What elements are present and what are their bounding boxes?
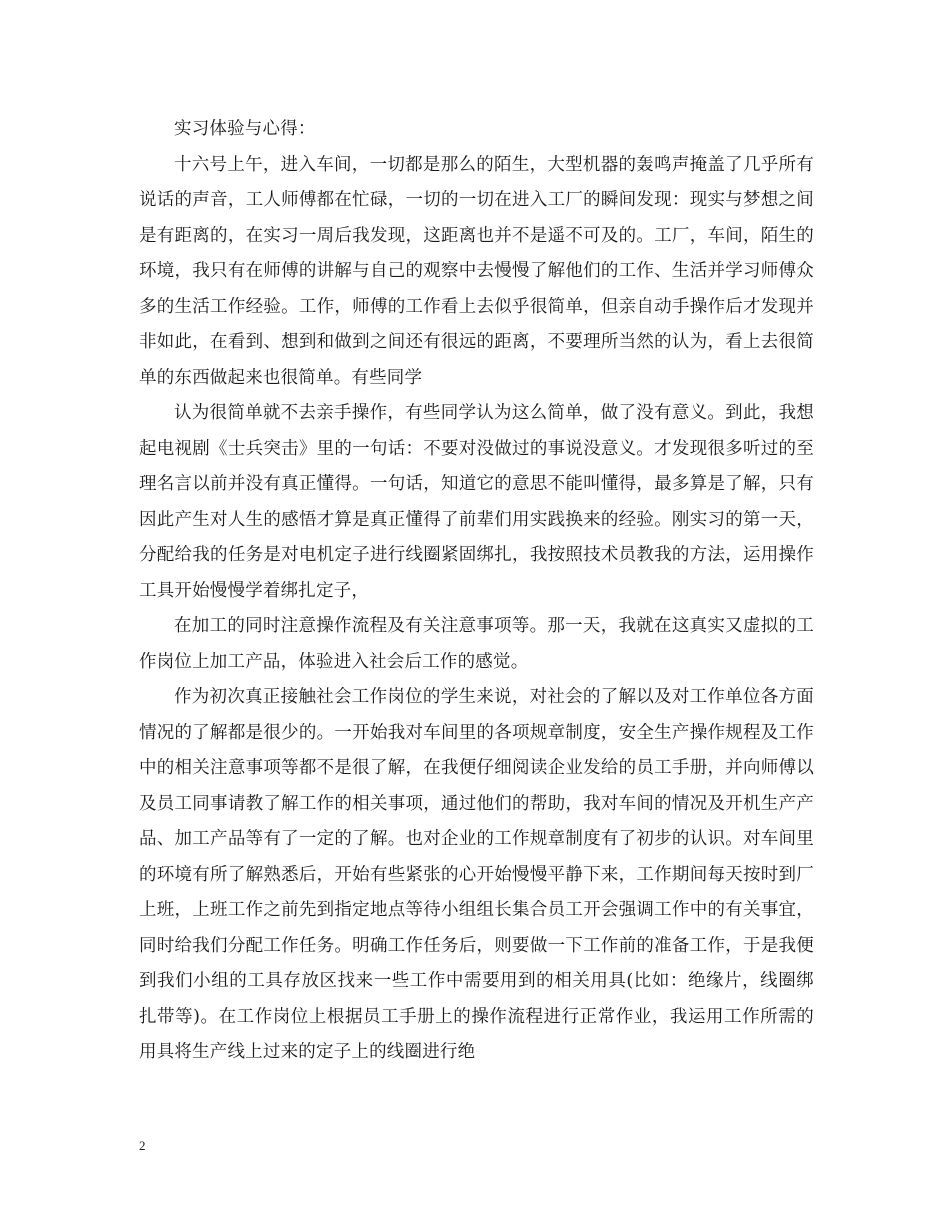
- section-heading: 实习体验与心得：: [174, 119, 316, 139]
- page-number: 2: [139, 1138, 146, 1153]
- document-body: [139, 112, 814, 1071]
- paragraph-2: 认为很简单就不去亲手操作，有些同学认为这么简单，做了没有意义。到此，我想起电视剧《士兵突击》里的一句话：不要对没做过的事说没意义。才发现很多听过的至理名言以前并没有真正懂得。一句话，知道它的意思不能叫懂得，最多算是了解，只有因此产生对人生的感悟才算是真正懂得了前辈们用实践换来的经验。刚实习的第一天，分配给我的任务是对电机定子进行线圈紧固绑扎，我按照技术员教我的方法，运用操作工具开始慢慢学着绑扎定子，: [139, 403, 814, 601]
- paragraph-1: 十六号上午，进入车间，一切都是那么的陌生，大型机器的轰鸣声掩盖了几乎所有说话的声音，工人师傅都在忙碌，一切的一切在进入工厂的瞬间发现：现实与梦想之间是有距离的，在实习一周后我发现，这距离也并不是遥不可及的。工厂，车间，陌生的环境，我只有在师傅的讲解与自己的观察中去慢慢了解他们的工作、生活并学习师傅众多的生活工作经验。工作，师傅的工作看上去似乎很简单，但亲自动手操作后才发现并非如此，在看到、想到和做到之间还有很远的距离，不要理所当然的认为，看上去很简单的东西做起来也很简单。有些同学: [139, 154, 814, 388]
- paragraph-4: 作为初次真正接触社会工作岗位的学生来说，对社会的了解以及对工作单位各方面情况的了解都是很少的。一开始我对车间里的各项规章制度，安全生产操作规程及工作中的相关注意事项等都不是很了解，在我便仔细阅读企业发给的员工手册，并向师傅以及员工同事请教了解工作的相关事项，通过他们的帮助，我对车间的情况及开机生产产品、加工产品等有了一定的了解。也对企业的工作规章制度有了初步的认识。对车间里的环境有所了解熟悉后，开始有些紧张的心开始慢慢平静下来，工作期间每天按时到厂上班，上班工作之前先到指定地点等待小组组长集合员工开会强调工作中的有关事宜，同时给我们分配工作任务。明确工作任务后，则要做一下工作前的准备工作，于是我便到我们小组的工具存放区找来一些工作中需要用到的相关用具(比如：绝缘片，线圈绑扎带等)。在工作岗位上根据员工手册上的操作流程进行正常作业，我运用工作所需的用具将生产线上过来的定子上的线圈进行绝: [139, 687, 814, 1062]
- paragraph-3: 在加工的同时注意操作流程及有关注意事项等。那一天，我就在这真实又虚拟的工作岗位上加工产品，体验进入社会后工作的感觉。: [139, 616, 814, 672]
